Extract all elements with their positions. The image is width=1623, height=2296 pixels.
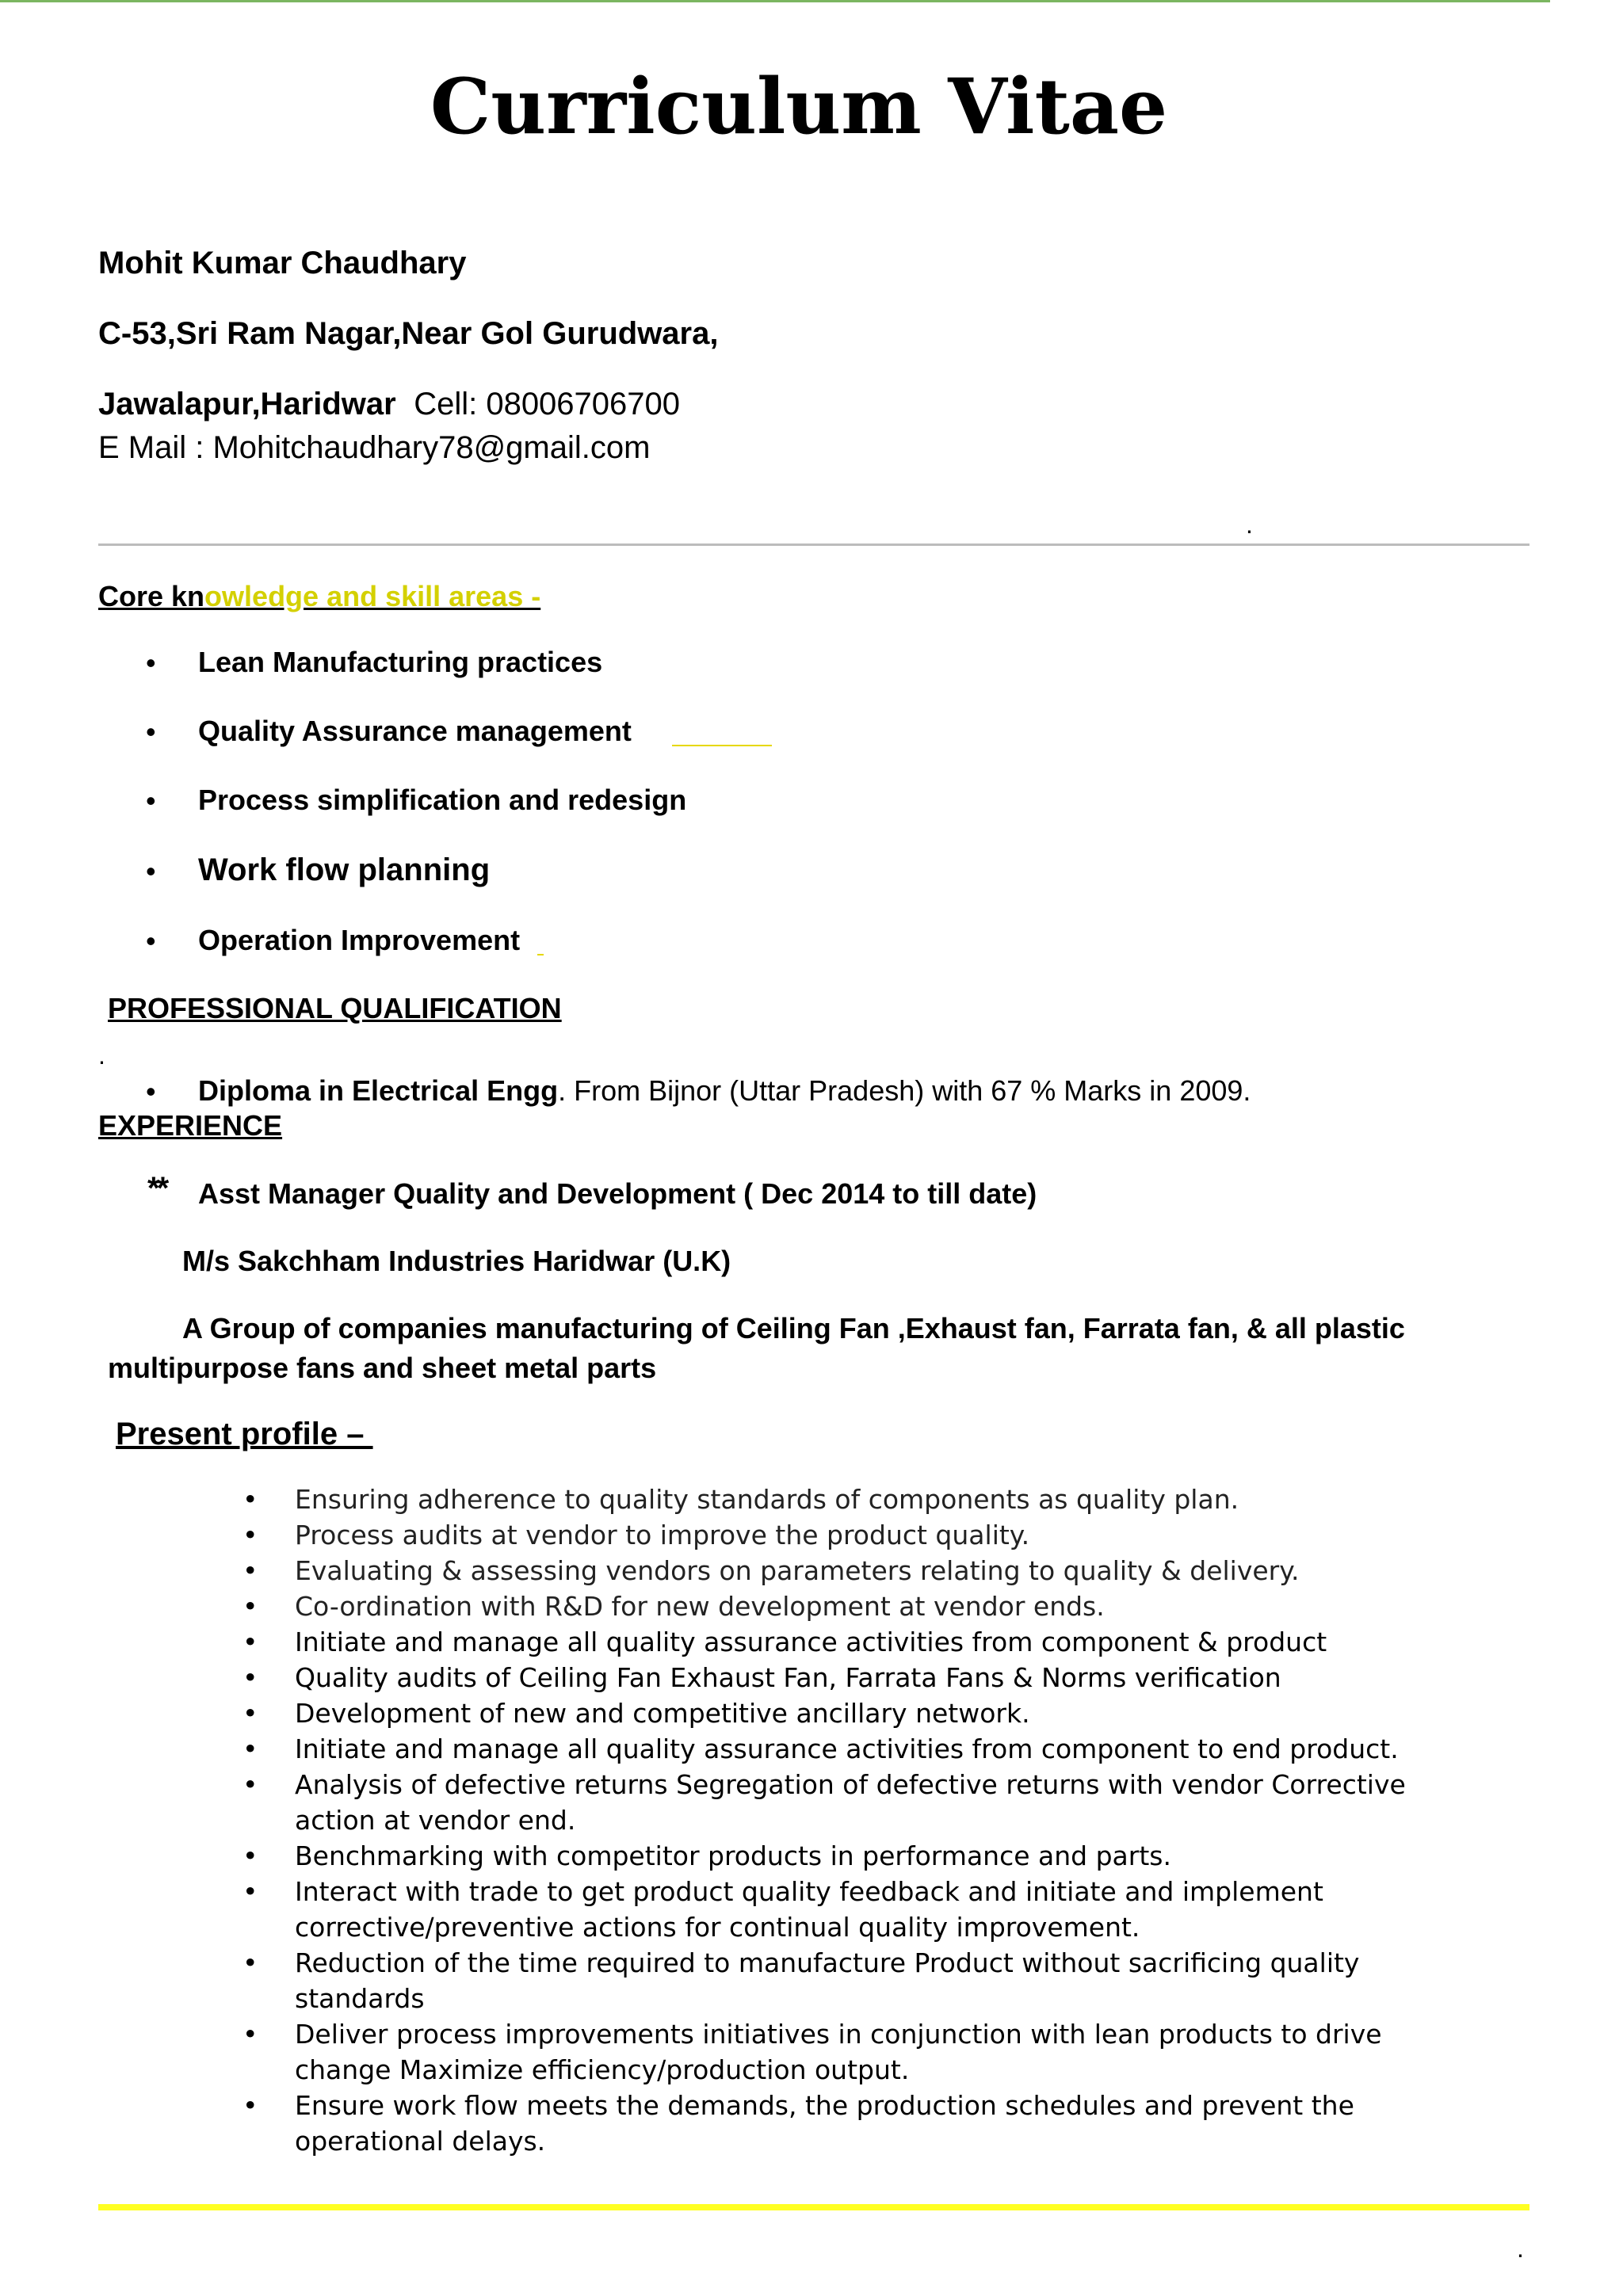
candidate-name: Mohit Kumar Chaudhary xyxy=(98,246,467,280)
list-item: • Deliver process improvements initiatives in conjunction with lean products to drive change Maximize efficiency/production output. xyxy=(242,2016,1479,2088)
qualification-heading: PROFESSIONAL QUALIFICATION xyxy=(108,992,562,1024)
list-item: • Evaluating & assessing vendors on parameters relating to quality & delivery. xyxy=(242,1553,1479,1589)
bullet-icon: • xyxy=(146,646,156,679)
list-item: • Co-ordination with R&D for new development at vendor ends. xyxy=(242,1589,1479,1624)
list-item: • Ensure work flow meets the demands, the production schedules and prevent the operational delays. xyxy=(242,2088,1479,2159)
company-description-line-1: A Group of companies manufacturing of Ceiling Fan ,Exhaust fan, Farrata fan, & all plastic xyxy=(182,1312,1405,1344)
bullet-icon: • xyxy=(146,855,156,887)
skill-item: Work flow planning xyxy=(198,852,491,887)
bullet-icon: • xyxy=(146,784,156,817)
list-item: • Benchmarking with competitor products in performance and parts. xyxy=(242,1838,1479,1874)
dot-marker: . xyxy=(1246,510,1253,539)
bullet-icon: • xyxy=(146,715,156,748)
top-rule xyxy=(0,0,1550,2)
list-item: • Analysis of defective returns Segregation of defective returns with vendor Corrective action at vendor end. xyxy=(242,1767,1479,1838)
company-name: M/s Sakchham Industries Haridwar (U.K) xyxy=(182,1245,731,1277)
dot-marker: . xyxy=(98,1041,105,1070)
skill-item: Quality Assurance management xyxy=(198,715,632,747)
list-item: • Process audits at vendor to improve the product quality. xyxy=(242,1517,1479,1553)
email-address: E Mail : Mohitchaudhary78@gmail.com xyxy=(98,430,651,465)
bullet-icon: • xyxy=(146,925,156,957)
list-item: • Initiate and manage all quality assurance activities from component to end product. xyxy=(242,1731,1479,1767)
page-title: Curriculum Vitae xyxy=(430,62,1168,151)
skill-item: Operation Improvement xyxy=(198,924,521,956)
list-item: • Ensuring adherence to quality standards of components as quality plan. xyxy=(242,1482,1479,1517)
list-item: • Interact with trade to get product quality feedback and initiate and implement corrective/preventive actions for continual quality improvement. xyxy=(242,1874,1479,1945)
divider-rule xyxy=(98,543,1529,546)
core-skills-heading xyxy=(98,580,540,613)
core-heading-highlight: owledge and skill areas - xyxy=(204,580,541,612)
address-cell-line xyxy=(98,387,680,422)
list-item: • Reduction of the time required to manufacture Product without sacrificing quality standards xyxy=(242,1945,1479,2016)
skill-item: Lean Manufacturing practices xyxy=(198,646,603,678)
job-role: Asst Manager Quality and Development ( Dec 2014 to till date) xyxy=(198,1177,1037,1210)
address-line-2: Jawalapur,Haridwar xyxy=(98,387,396,421)
qualification-degree: Diploma in Electrical Engg xyxy=(198,1074,559,1107)
present-profile-heading: Present profile – xyxy=(116,1417,373,1451)
skill-item: Process simplification and redesign xyxy=(198,784,687,816)
list-item: • Initiate and manage all quality assurance activities from component & product xyxy=(242,1624,1479,1660)
bottom-rule xyxy=(98,2204,1529,2210)
asterisk-marker: ** xyxy=(147,1171,166,1206)
list-item: • Development of new and competitive ancillary network. xyxy=(242,1695,1479,1731)
profile-list xyxy=(242,1482,1479,2159)
core-heading-black: Core kn xyxy=(98,580,205,612)
qualification-detail: . From Bijnor (Uttar Pradesh) with 67 % Marks in 2009. xyxy=(558,1074,1251,1107)
company-description-line-2: multipurpose fans and sheet metal parts xyxy=(108,1352,657,1384)
list-item: • Quality audits of Ceiling Fan Exhaust Fan, Farrata Fans & Norms verification xyxy=(242,1660,1479,1695)
address-line-1: C-53,Sri Ram Nagar,Near Gol Gurudwara, xyxy=(98,316,719,351)
bullet-icon: • xyxy=(146,1075,156,1108)
experience-heading: EXPERIENCE xyxy=(98,1109,283,1142)
qualification-item xyxy=(198,1073,1251,1109)
footer-dot: . xyxy=(1517,2234,1524,2263)
yellow-underline xyxy=(537,954,544,955)
yellow-underline xyxy=(672,745,772,746)
cell-number: Cell: 08006706700 xyxy=(414,387,681,421)
